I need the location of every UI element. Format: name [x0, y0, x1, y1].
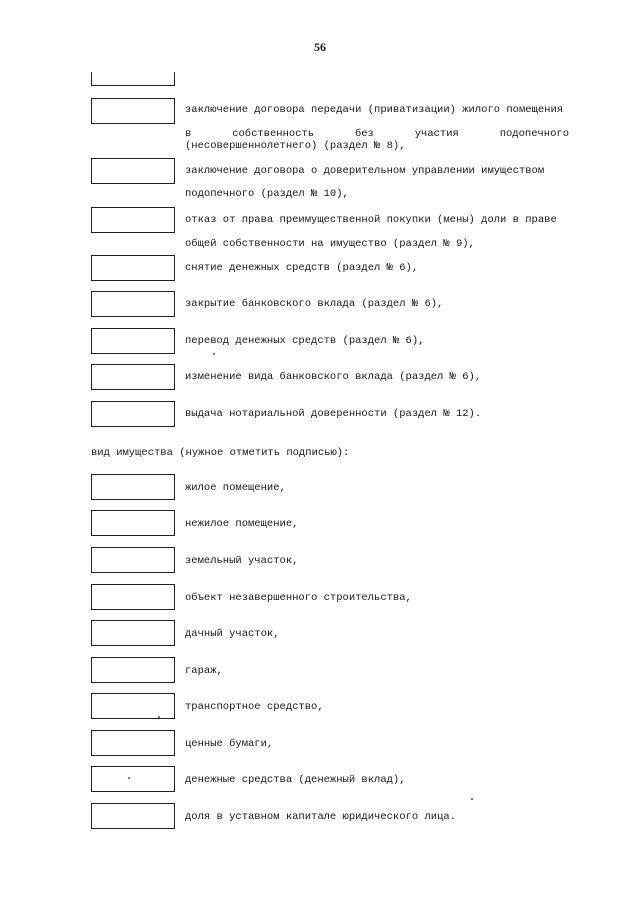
checkbox-property-money[interactable] — [91, 766, 175, 792]
scan-speck — [158, 716, 160, 718]
property-residential: жилое помещение, — [185, 482, 286, 494]
checkbox-property-garage[interactable] — [91, 657, 175, 683]
property-land: земельный участок, — [185, 555, 299, 567]
action-privatization-line-1: заключение договора передачи (приватизации) жилого помещения — [185, 104, 564, 116]
scan-speck — [128, 777, 130, 779]
checkbox-property-dacha[interactable] — [91, 620, 175, 646]
property-unfinished-construction: объект незавершенного строительства, — [185, 592, 412, 604]
action-withdraw-funds: снятие денежных средств (раздел № 6), — [185, 262, 419, 274]
action-transfer-funds: перевод денежных средств (раздел № 6), — [185, 335, 425, 347]
property-section-title: вид имущества (нужное отметить подписью): — [91, 447, 350, 459]
word: в — [185, 128, 192, 140]
action-power-of-attorney: выдача нотариальной доверенности (раздел № 12). — [185, 408, 482, 420]
checkbox-continued[interactable] — [91, 72, 175, 86]
word: без — [354, 128, 374, 140]
property-money: денежные средства (денежный вклад), — [185, 774, 406, 786]
checkbox-property-unfinished-construction[interactable] — [91, 584, 175, 610]
action-close-deposit: закрытие банковского вклада (раздел № 6), — [185, 298, 444, 310]
action-preemptive-right-line-1: отказ от права преимущественной покупки (мены) доли в праве — [185, 214, 557, 226]
word: участия — [414, 128, 459, 140]
page-number: 56 — [314, 40, 326, 54]
action-trust-management-line-1: заключение договора о доверительном управлении имуществом — [185, 165, 545, 177]
property-securities: ценные бумаги, — [185, 738, 274, 750]
scan-speck — [213, 353, 215, 355]
checkbox-property-share-capital[interactable] — [91, 803, 175, 829]
checkbox-action-change-deposit-type[interactable] — [91, 364, 175, 390]
property-dacha: дачный участок, — [185, 628, 280, 640]
checkbox-property-residential[interactable] — [91, 474, 175, 500]
checkbox-action-privatization[interactable] — [91, 98, 175, 124]
checkbox-action-preemptive-right[interactable] — [91, 207, 175, 233]
checkbox-action-transfer-funds[interactable] — [91, 328, 175, 354]
checkbox-property-vehicle[interactable] — [91, 693, 175, 719]
checkbox-property-land[interactable] — [91, 547, 175, 573]
action-preemptive-right-line-2: общей собственности на имущество (раздел № 9), — [185, 238, 475, 250]
word: подопечного — [499, 128, 569, 140]
scan-speck — [471, 798, 473, 800]
action-trust-management-line-2: подопечного (раздел № 10), — [185, 188, 349, 200]
word: собственность — [232, 128, 315, 140]
property-non-residential: нежилое помещение, — [185, 518, 299, 530]
property-share-capital: доля в уставном капитале юридического лица. — [185, 811, 456, 823]
checkbox-action-withdraw-funds[interactable] — [91, 255, 175, 281]
checkbox-action-close-deposit[interactable] — [91, 291, 175, 317]
property-vehicle: транспортное средство, — [185, 701, 324, 713]
checkbox-property-non-residential[interactable] — [91, 510, 175, 536]
checkbox-action-power-of-attorney[interactable] — [91, 401, 175, 427]
checkbox-action-trust-management[interactable] — [91, 158, 175, 184]
action-privatization-line-3: (несовершеннолетнего) (раздел № 8), — [185, 140, 406, 152]
property-garage: гараж, — [185, 665, 223, 677]
checkbox-property-securities[interactable] — [91, 730, 175, 756]
action-privatization-line-2 — [185, 128, 569, 140]
action-change-deposit-type: изменение вида банковского вклада (раздел № 6), — [185, 371, 482, 383]
